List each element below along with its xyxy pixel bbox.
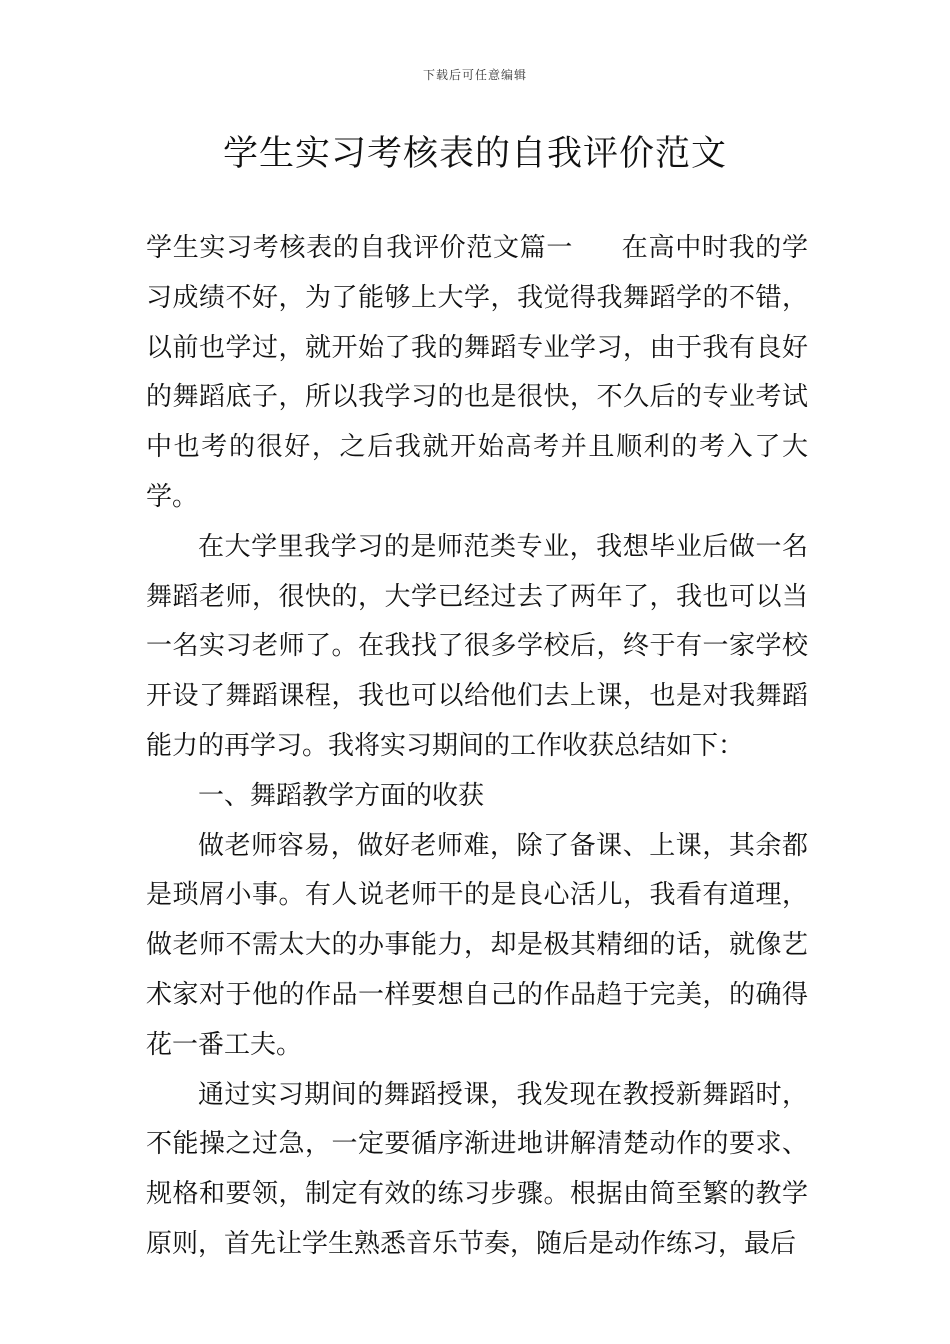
paragraph-4: 通过实习期间的舞蹈授课，我发现在教授新舞蹈时，不能操之过急，一定要循序渐进地讲解清楚动作的要求、规格和要领，制定有效的练习步骤。根据由简至繁的教学原则，首先让学生熟悉音乐节奏，随后是动作练习，最后 xyxy=(146,1079,808,1259)
header-note: 下载后可任意编辑 xyxy=(422,68,527,82)
paragraph-3: 做老师容易，做好老师难，除了备课、上课，其余都是琐屑小事。有人说老师干的是良心活儿，我看有道理，做老师不需太大的办事能力，却是极其精细的话，就像艺术家对于他的作品一样要想自己的作品趋于完美，的确得花一番工夫。 xyxy=(146,830,808,1060)
document-body xyxy=(146,224,808,1270)
paragraph-1-text: 在高中时我的学习成绩不好，为了能够上大学，我觉得我舞蹈学的不错，以前也学过，就开始了我的舞蹈专业学习，由于我有良好的舞蹈底子，所以我学习的也是很快，不久后的专业考试中也考的很好，之后我就开始高考并且顺利的考入了大学。 xyxy=(146,233,808,512)
section-heading: 一、舞蹈教学方面的收获 xyxy=(198,780,485,811)
document-title: 学生实习考核表的自我评价范文 xyxy=(222,134,727,174)
intro-heading: 学生实习考核表的自我评价范文篇一 xyxy=(146,233,574,263)
paragraph-1 xyxy=(146,224,808,523)
paragraph-2: 在大学里我学习的是师范类专业，我想毕业后做一名舞蹈老师，很快的，大学已经过去了两年了，我也可以当一名实习老师了。在我找了很多学校后，终于有一家学校开设了舞蹈课程，我也可以给他们去上课，也是对我舞蹈能力的再学习。我将实习期间的工作收获总结如下： xyxy=(146,531,808,761)
